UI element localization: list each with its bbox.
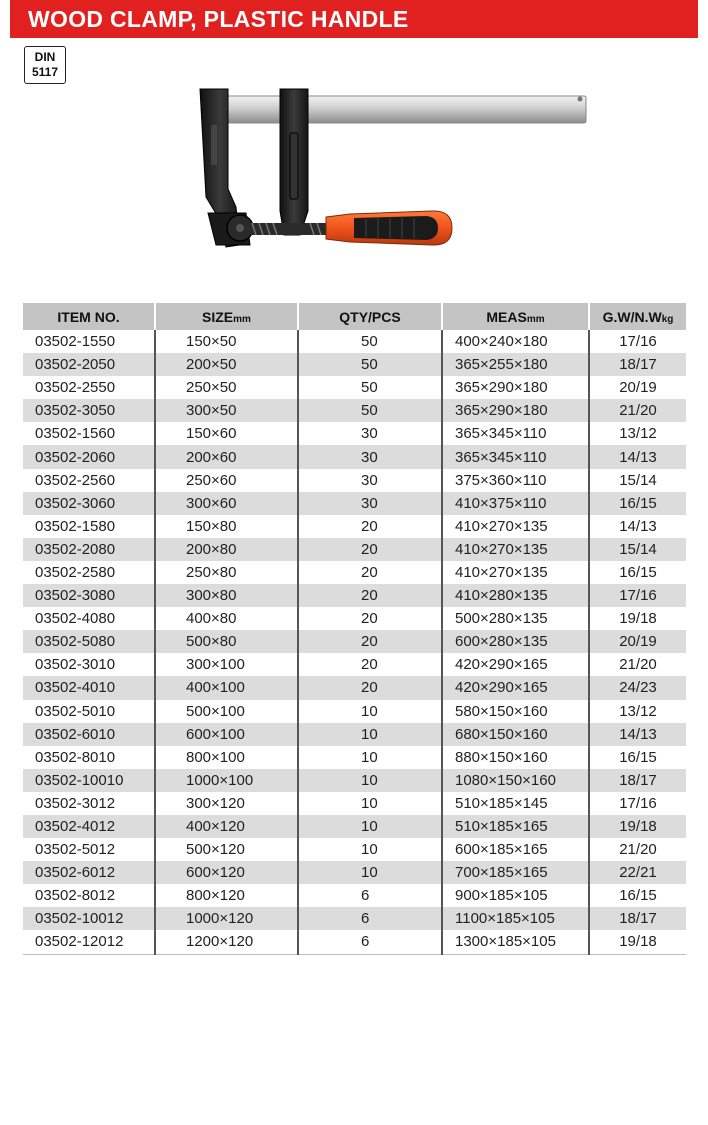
weight-cell: 20/19 xyxy=(589,630,686,653)
qty-cell: 30 xyxy=(298,445,442,468)
weight-cell: 21/20 xyxy=(589,399,686,422)
qty-cell: 10 xyxy=(298,746,442,769)
weight-cell: 21/20 xyxy=(589,838,686,861)
weight-cell: 16/15 xyxy=(589,561,686,584)
item-no-cell: 03502-8012 xyxy=(35,887,116,905)
weight-cell: 15/14 xyxy=(589,469,686,492)
item-no-cell: 03502-2560 xyxy=(35,471,116,489)
table-row xyxy=(23,538,686,561)
qty-cell: 10 xyxy=(298,700,442,723)
item-no-cell: 03502-3060 xyxy=(23,492,155,515)
weight-cell: 18/17 xyxy=(589,353,686,376)
weight-cell: 14/13 xyxy=(589,515,686,538)
size-cell: 1000×100 xyxy=(155,769,298,792)
table-row xyxy=(23,399,686,422)
meas-cell: 1100×185×105 xyxy=(442,907,589,930)
item-no-cell: 03502-5010 xyxy=(35,702,116,720)
clamp-image xyxy=(190,85,590,255)
meas-cell: 580×150×160 xyxy=(442,700,589,723)
table-row xyxy=(23,469,686,492)
table-row xyxy=(23,353,686,376)
item-no-cell: 03502-6010 xyxy=(23,723,155,746)
item-no-cell: 03502-10012 xyxy=(23,907,155,930)
meas-cell: 880×150×160 xyxy=(442,746,589,769)
qty-cell: 30 xyxy=(298,469,442,492)
qty-cell: 50 xyxy=(298,399,442,422)
item-no-cell: 03502-2050 xyxy=(23,353,155,376)
item-no-cell: 03502-3050 xyxy=(23,399,155,422)
weight-cell: 14/13 xyxy=(589,723,686,746)
weight-cell: 16/15 xyxy=(589,492,686,515)
item-no-cell: 03502-8010 xyxy=(35,748,116,766)
item-no-cell: 03502-1550 xyxy=(35,333,116,351)
meas-cell: 365×290×180 xyxy=(442,376,589,399)
weight-cell: 22/21 xyxy=(589,861,686,884)
meas-cell: 410×270×135 xyxy=(442,515,589,538)
col-header-weight: G.W/N.Wkg xyxy=(589,303,686,330)
size-cell: 250×50 xyxy=(155,376,298,399)
meas-cell: 410×270×135 xyxy=(442,561,589,584)
sliding-jaw-rib xyxy=(290,133,298,199)
qty-cell: 20 xyxy=(298,538,442,561)
qty-cell: 30 xyxy=(298,492,442,515)
size-cell: 400×120 xyxy=(155,815,298,838)
qty-cell: 6 xyxy=(298,884,442,907)
size-cell: 200×60 xyxy=(155,445,298,468)
table-row xyxy=(23,445,686,468)
qty-cell: 6 xyxy=(298,930,442,954)
table-row xyxy=(23,769,686,792)
din-number: 5117 xyxy=(31,65,59,79)
meas-cell: 365×345×110 xyxy=(442,445,589,468)
meas-cell: 510×185×165 xyxy=(442,815,589,838)
table-row xyxy=(23,861,686,884)
meas-cell: 700×185×165 xyxy=(442,861,589,884)
qty-cell: 10 xyxy=(298,769,442,792)
item-no-cell: 03502-1560 xyxy=(35,425,116,443)
item-no-cell: 03502-2080 xyxy=(23,538,155,561)
meas-cell: 420×290×165 xyxy=(442,653,589,676)
item-no-cell: 03502-3010 xyxy=(35,656,116,674)
table-row xyxy=(23,815,686,838)
qty-cell: 50 xyxy=(298,376,442,399)
din-standard-badge xyxy=(24,46,66,84)
table-row xyxy=(23,700,686,723)
size-cell: 150×60 xyxy=(155,422,298,445)
item-no-cell: 03502-2550 xyxy=(35,379,116,397)
weight-cell: 17/16 xyxy=(589,584,686,607)
item-no-cell: 03502-3080 xyxy=(23,584,155,607)
table-row xyxy=(23,723,686,746)
weight-cell: 24/23 xyxy=(589,676,686,699)
size-cell: 400×100 xyxy=(155,676,298,699)
meas-cell: 400×240×180 xyxy=(442,330,589,353)
qty-cell: 10 xyxy=(298,838,442,861)
weight-cell: 17/16 xyxy=(589,330,686,353)
size-cell: 800×120 xyxy=(155,884,298,907)
item-no-cell: 03502-4012 xyxy=(23,815,155,838)
weight-cell: 13/12 xyxy=(589,700,686,723)
meas-cell: 365×255×180 xyxy=(442,353,589,376)
item-no-cell: 03502-5012 xyxy=(35,841,116,859)
meas-cell: 420×290×165 xyxy=(442,676,589,699)
size-cell: 800×100 xyxy=(155,746,298,769)
item-no-cell: 03502-4080 xyxy=(35,610,116,628)
weight-cell: 17/16 xyxy=(589,792,686,815)
size-cell: 250×60 xyxy=(155,469,298,492)
weight-cell: 19/18 xyxy=(589,607,686,630)
table-row xyxy=(23,884,686,907)
title-banner xyxy=(10,0,698,38)
size-cell: 1000×120 xyxy=(155,907,298,930)
meas-cell: 680×150×160 xyxy=(442,723,589,746)
weight-cell: 14/13 xyxy=(589,445,686,468)
table-row xyxy=(23,422,686,445)
meas-cell: 410×280×135 xyxy=(442,584,589,607)
size-cell: 250×80 xyxy=(155,561,298,584)
qty-cell: 50 xyxy=(298,330,442,353)
table-row xyxy=(23,676,686,699)
size-cell: 150×50 xyxy=(155,330,298,353)
page-title: WOOD CLAMP, PLASTIC HANDLE xyxy=(28,6,409,32)
size-cell: 200×80 xyxy=(155,538,298,561)
table-row xyxy=(23,561,686,584)
table-row xyxy=(23,330,686,353)
qty-cell: 10 xyxy=(298,792,442,815)
col-header-item-no: ITEM NO. xyxy=(23,303,155,330)
table-row xyxy=(23,792,686,815)
meas-cell: 500×280×135 xyxy=(442,607,589,630)
meas-cell: 510×185×145 xyxy=(442,792,589,815)
size-cell: 150×80 xyxy=(155,515,298,538)
table-row xyxy=(23,746,686,769)
weight-cell: 19/18 xyxy=(589,930,686,954)
qty-cell: 6 xyxy=(298,907,442,930)
weight-cell: 13/12 xyxy=(589,422,686,445)
weight-cell: 18/17 xyxy=(589,907,686,930)
table-row xyxy=(23,907,686,930)
weight-cell: 21/20 xyxy=(589,653,686,676)
item-no-cell: 03502-5080 xyxy=(23,630,155,653)
qty-cell: 10 xyxy=(298,723,442,746)
size-cell: 500×120 xyxy=(155,838,298,861)
weight-cell: 18/17 xyxy=(589,769,686,792)
rail-end-rivet xyxy=(578,97,583,102)
handle-grip xyxy=(354,216,438,240)
meas-cell: 900×185×105 xyxy=(442,884,589,907)
qty-cell: 20 xyxy=(298,584,442,607)
size-cell: 300×80 xyxy=(155,584,298,607)
meas-cell: 1080×150×160 xyxy=(442,769,589,792)
meas-cell: 375×360×110 xyxy=(442,469,589,492)
table-row xyxy=(23,838,686,861)
meas-cell: 410×375×110 xyxy=(442,492,589,515)
item-no-cell: 03502-10010 xyxy=(23,769,155,792)
col-header-size: SIZEmm xyxy=(155,303,298,330)
table-row xyxy=(23,607,686,630)
steel-rail xyxy=(202,96,586,123)
size-cell: 500×80 xyxy=(155,630,298,653)
item-no-cell: 03502-2060 xyxy=(23,445,155,468)
item-no-cell: 03502-12012 xyxy=(23,930,155,954)
table-row xyxy=(23,492,686,515)
size-cell: 200×50 xyxy=(155,353,298,376)
qty-cell: 20 xyxy=(298,676,442,699)
item-no-cell: 03502-3012 xyxy=(35,794,116,812)
fixed-jaw-logo xyxy=(211,125,217,165)
weight-cell: 16/15 xyxy=(589,746,686,769)
meas-cell: 365×345×110 xyxy=(442,422,589,445)
qty-cell: 50 xyxy=(298,353,442,376)
table-row xyxy=(23,653,686,676)
item-no-cell: 03502-2580 xyxy=(35,563,116,581)
table-row xyxy=(23,515,686,538)
qty-cell: 30 xyxy=(298,422,442,445)
size-cell: 1200×120 xyxy=(155,930,298,954)
item-no-cell: 03502-4010 xyxy=(23,676,155,699)
weight-cell: 15/14 xyxy=(589,538,686,561)
meas-cell: 1300×185×105 xyxy=(442,930,589,954)
size-cell: 300×100 xyxy=(155,653,298,676)
qty-cell: 10 xyxy=(298,815,442,838)
qty-cell: 20 xyxy=(298,515,442,538)
spec-table xyxy=(23,303,686,955)
size-cell: 300×60 xyxy=(155,492,298,515)
table-row xyxy=(23,630,686,653)
din-label: DIN xyxy=(34,50,56,64)
qty-cell: 20 xyxy=(298,653,442,676)
item-no-cell: 03502-6012 xyxy=(23,861,155,884)
table-row xyxy=(23,930,686,954)
weight-cell: 16/15 xyxy=(589,884,686,907)
qty-cell: 20 xyxy=(298,561,442,584)
qty-cell: 20 xyxy=(298,630,442,653)
qty-cell: 10 xyxy=(298,861,442,884)
table-row xyxy=(23,376,686,399)
table-row xyxy=(23,584,686,607)
size-cell: 600×120 xyxy=(155,861,298,884)
size-cell: 300×120 xyxy=(155,792,298,815)
qty-cell: 20 xyxy=(298,607,442,630)
meas-cell: 410×270×135 xyxy=(442,538,589,561)
size-cell: 400×80 xyxy=(155,607,298,630)
pivot-center xyxy=(236,224,244,232)
meas-cell: 600×280×135 xyxy=(442,630,589,653)
meas-cell: 600×185×165 xyxy=(442,838,589,861)
size-cell: 300×50 xyxy=(155,399,298,422)
item-no-cell: 03502-1580 xyxy=(35,517,116,535)
meas-cell: 365×290×180 xyxy=(442,399,589,422)
col-header-qty: QTY/PCS xyxy=(298,303,442,330)
size-cell: 600×100 xyxy=(155,723,298,746)
weight-cell: 20/19 xyxy=(589,376,686,399)
size-cell: 500×100 xyxy=(155,700,298,723)
table-header-row xyxy=(23,303,686,330)
weight-cell: 19/18 xyxy=(589,815,686,838)
col-header-meas: MEASmm xyxy=(442,303,589,330)
